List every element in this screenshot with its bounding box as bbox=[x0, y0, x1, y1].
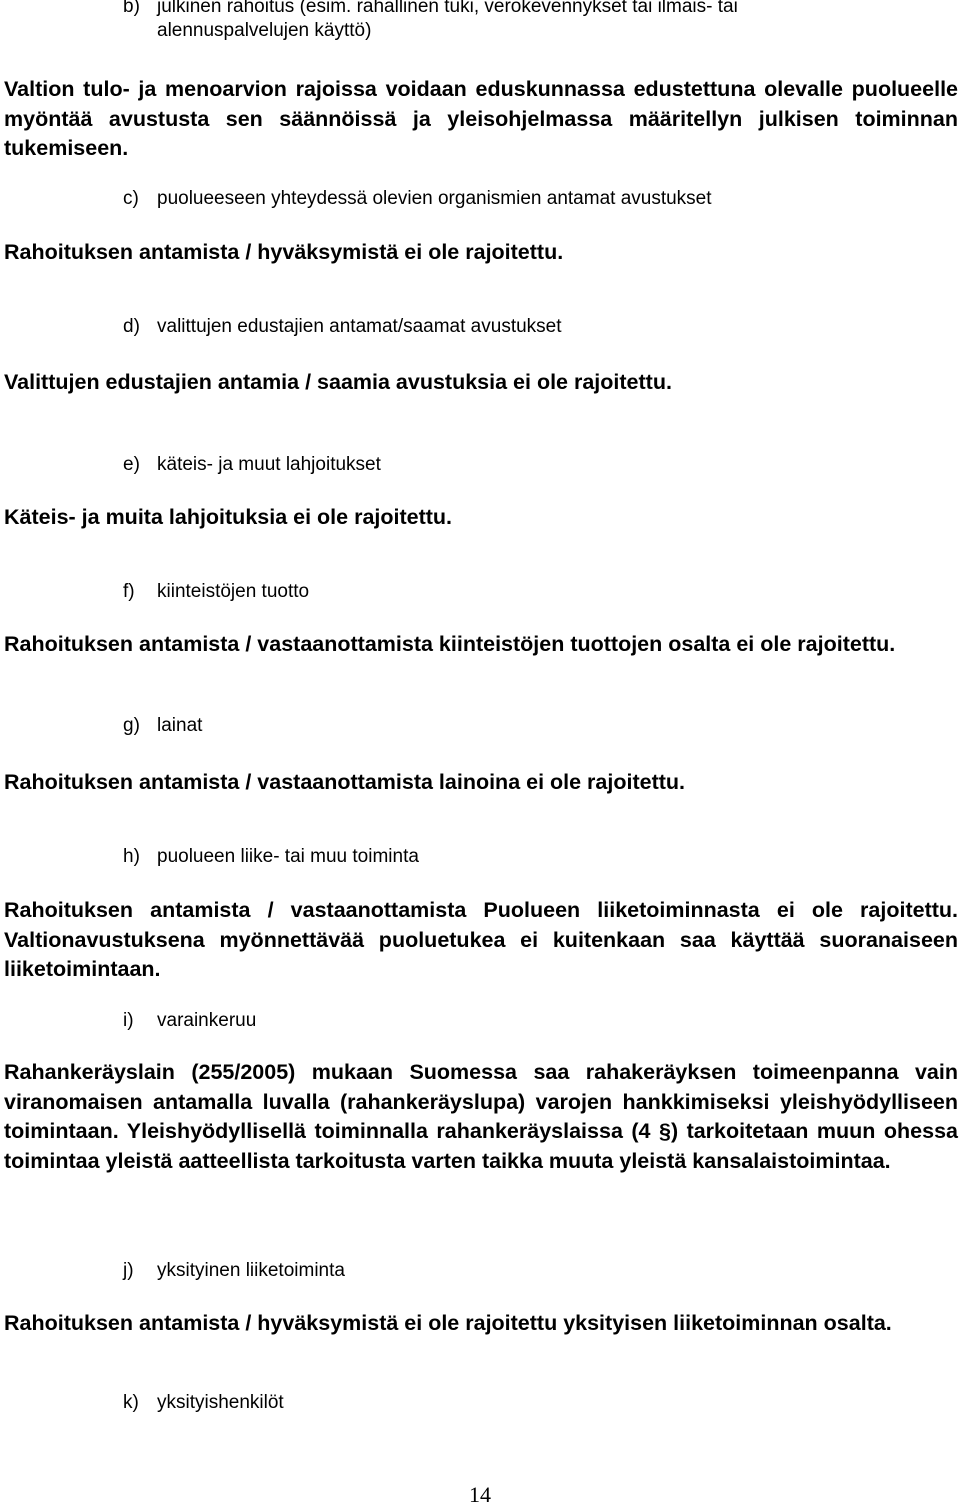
list-item-text-continuation: alennuspalvelujen käyttö) bbox=[157, 20, 372, 41]
list-item-text: valittujen edustajien antamat/saamat avustukset bbox=[157, 316, 562, 337]
list-item-label: d) bbox=[123, 316, 140, 337]
paragraph-elected-representatives: Valittujen edustajien antamia / saamia avustuksia ei ole rajoitettu. bbox=[4, 370, 672, 394]
list-item-text: varainkeruu bbox=[157, 1010, 257, 1031]
list-item-label: k) bbox=[123, 1392, 139, 1413]
list-item-label: f) bbox=[123, 581, 135, 602]
list-item-text: puolueen liike- tai muu toiminta bbox=[157, 846, 419, 867]
list-item-i bbox=[123, 1009, 256, 1033]
list-item-label: i) bbox=[123, 1010, 134, 1031]
list-item-e bbox=[123, 453, 381, 477]
section-sign: § bbox=[658, 1119, 671, 1143]
list-item-b bbox=[123, 0, 738, 43]
list-item-label: g) bbox=[123, 715, 140, 736]
list-item-text: lainat bbox=[157, 715, 203, 736]
paragraph-fundraising bbox=[4, 1058, 958, 1176]
paragraph-real-estate: Rahoituksen antamista / vastaanottamista kiinteistöjen tuottojen osalta ei ole rajoitettu. bbox=[4, 632, 896, 656]
paragraph-loans: Rahoituksen antamista / vastaanottamista lainoina ei ole rajoitettu. bbox=[4, 770, 686, 794]
paragraph-private-business: Rahoituksen antamista / hyväksymistä ei ole rajoitettu yksityisen liiketoiminnan osalta. bbox=[4, 1311, 892, 1335]
list-item-label: b) bbox=[123, 0, 140, 17]
list-item-text: kiinteistöjen tuotto bbox=[157, 581, 310, 602]
paragraph-donations: Käteis- ja muita lahjoituksia ei ole rajoitettu. bbox=[4, 505, 453, 529]
list-item-c bbox=[123, 187, 712, 211]
list-item-g bbox=[123, 714, 202, 738]
list-item-label: c) bbox=[123, 188, 139, 209]
list-item-text: yksityinen liiketoiminta bbox=[157, 1260, 345, 1281]
list-item-text: käteis- ja muut lahjoitukset bbox=[157, 454, 381, 475]
paragraph-text: Rahankeräyslain (255/2005) mukaan Suomessa saa rahakeräyksen toimeenpanna vain viranomaisen antamalla luvalla (rahankeräyslupa) varojen hankkimiseksi yleishyödylliseen toimintaan. Yleishyödyllisellä toiminnalla rahankeräyslaissa (4 bbox=[4, 1060, 958, 1143]
page-number: 14 bbox=[469, 1482, 491, 1507]
list-item-d bbox=[123, 315, 562, 339]
list-item-h bbox=[123, 845, 419, 869]
list-item-label: h) bbox=[123, 846, 140, 867]
list-item-text: yksityishenkilöt bbox=[157, 1392, 284, 1413]
paragraph-text: ) tarkoitetaan muun ohessa toimintaa yleistä aatteellista tarkoitusta varten taikka muuta yleistä kansalaistoimintaa. bbox=[4, 1119, 958, 1173]
list-item-label: e) bbox=[123, 454, 140, 475]
paragraph-public-funding: Valtion tulo- ja menoarvion rajoissa voidaan eduskunnassa edustettuna olevalle puolueelle myöntää avustusta sen säännöissä ja yleisohjelmassa määritellyn julkisen toiminnan tukemiseen. bbox=[4, 77, 958, 160]
list-item-k bbox=[123, 1391, 284, 1415]
list-item-j bbox=[123, 1259, 345, 1283]
paragraph-business: Rahoituksen antamista / vastaanottamista Puolueen liiketoiminnasta ei ole rajoitettu. Valtionavustuksena myönnettävää puoluetukea ei kuitenkaan saa käyttää suoranaiseen liiketoimintaan. bbox=[4, 898, 958, 981]
paragraph-organisations: Rahoituksen antamista / hyväksymistä ei ole rajoitettu. bbox=[4, 240, 564, 264]
list-item-label: j) bbox=[123, 1260, 134, 1281]
list-item-text: julkinen rahoitus (esim. rahallinen tuki, verokevennykset tai ilmais- tai bbox=[157, 0, 738, 17]
list-item-f bbox=[123, 580, 309, 604]
list-item-text: puolueeseen yhteydessä olevien organismien antamat avustukset bbox=[157, 188, 712, 209]
